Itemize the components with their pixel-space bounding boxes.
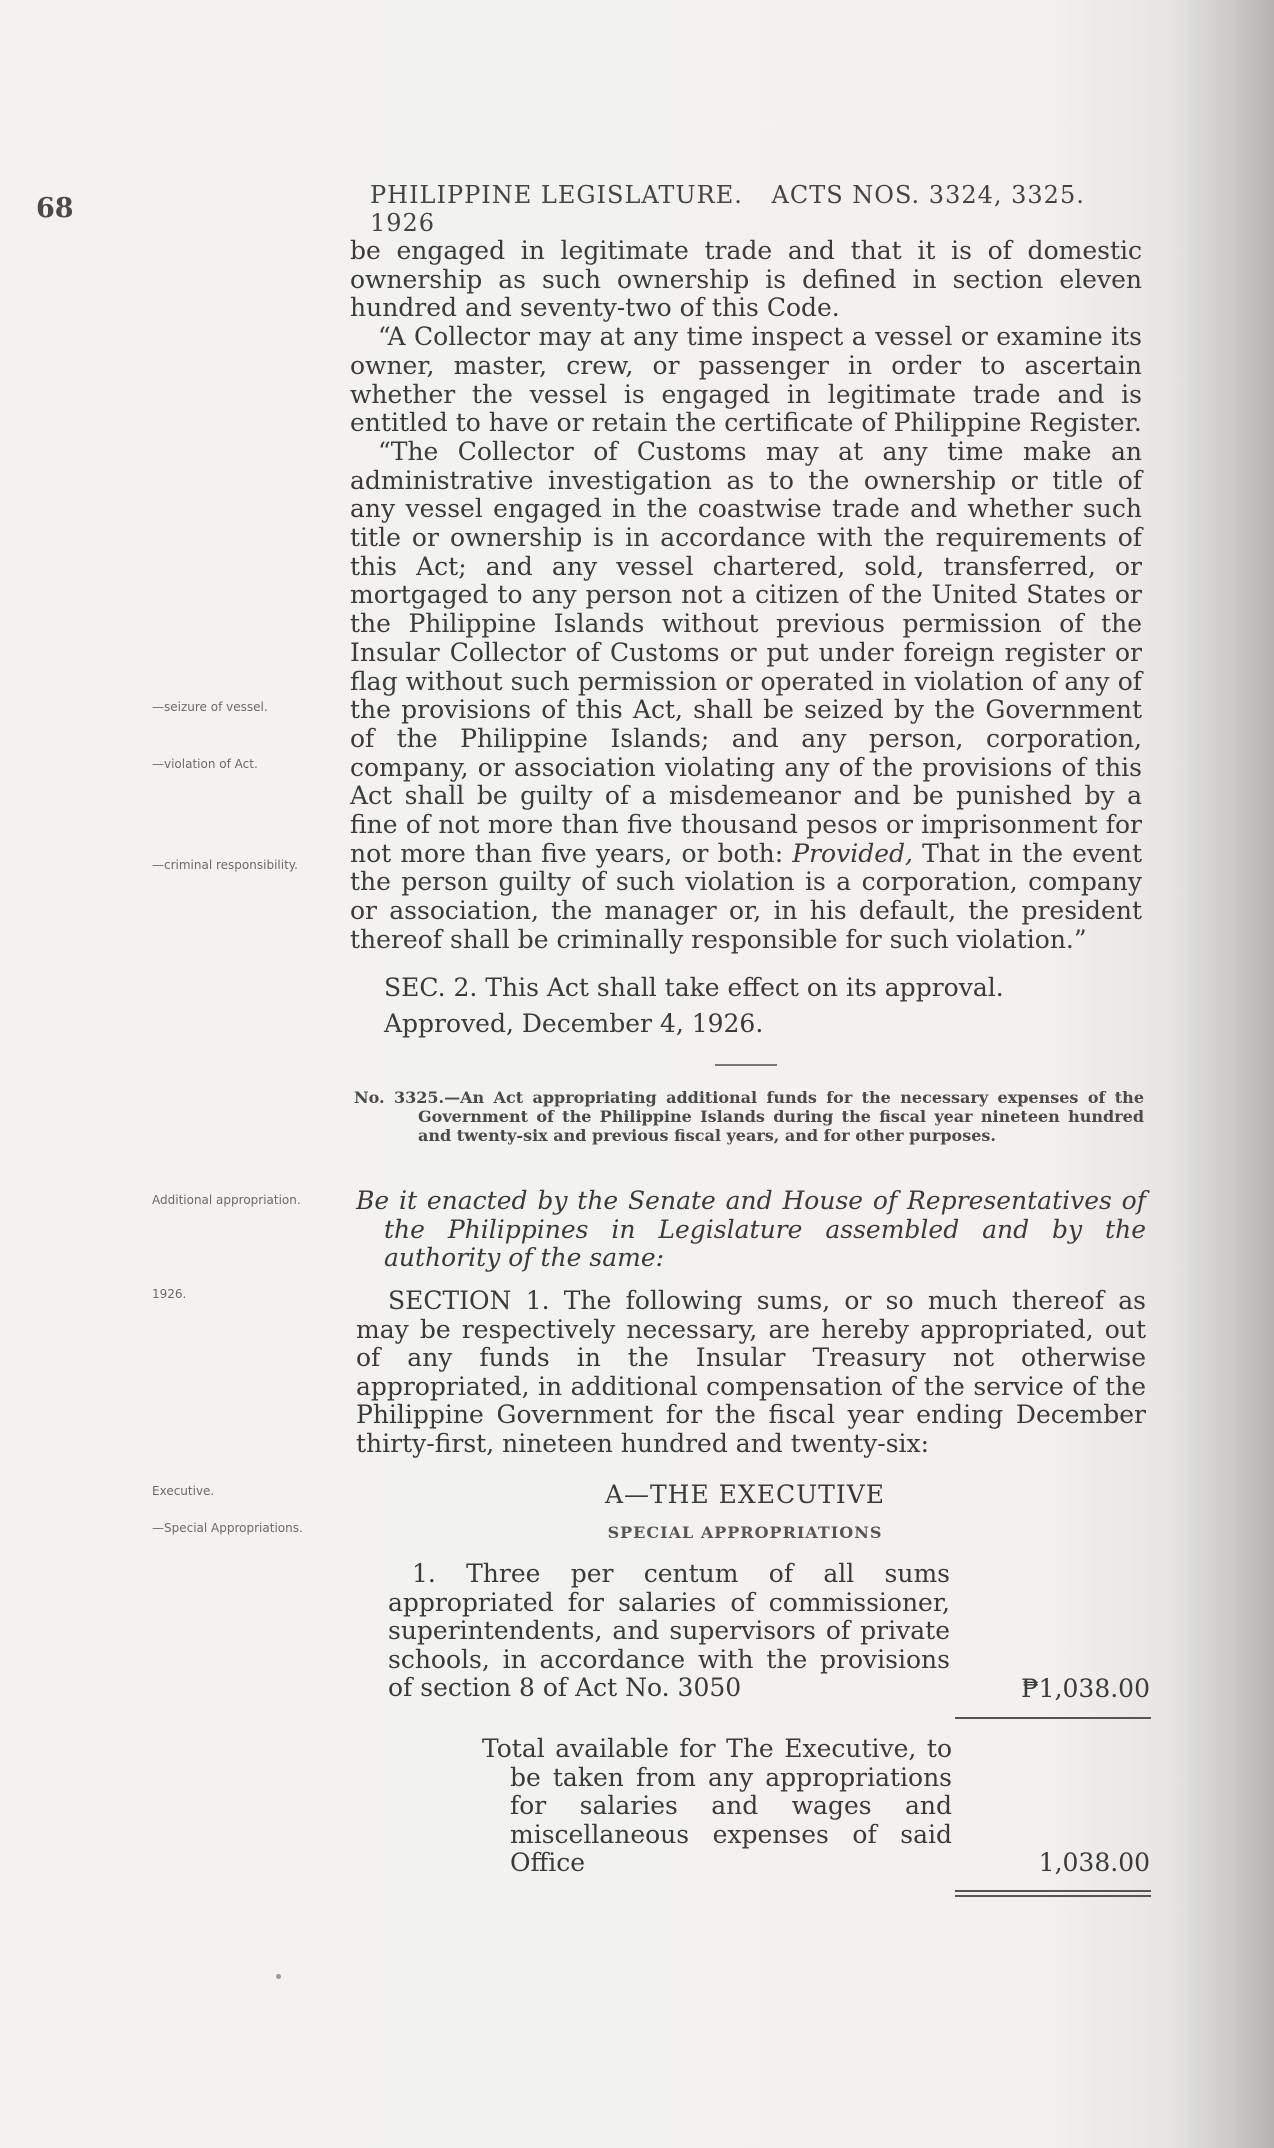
item-1-amount: ₱1,038.00	[1021, 1674, 1150, 1703]
margin-note-seizure: —seizure of vessel.	[152, 700, 268, 714]
page-number: 68	[36, 193, 74, 224]
investigation-text: “The Collector of Customs may at any time make an administrative investigation as to the ownership or title of any vessel engaged in the coastwise trade and whether such title or ownership is in accordance with the requirements of this Act; and any vessel chartered, sold, transferred, or mortgaged to any person not a citizen of the United States or the Philippine Islands without previous permission of the Insular Collector of Customs or put under foreign register or flag without such permission or operated in violation of any of the provisions of this Act, shall be seized by the Government of the Philippine Islands; and any person, corporation, company, or association violating any of the provisions of this Act shall be guilty of a misdemeanor and be punished by a fine of not more than five thousand pesos or imprisonment for not more than five years, or both:	[350, 436, 1142, 868]
enacting-clause: Be it enacted by the Senate and House of Representatives of the Philippines in Legislature assembled and by the authority of the same:	[356, 1186, 1146, 1272]
margin-note-special: —Special Appropriations.	[152, 1521, 303, 1535]
item-1-text: 1. Three per centum of all sums appropriated for salaries of commissioner, superintendents, and supervisors of private schools, in accordance with the provisions of section 8 of Act No. 3050	[388, 1559, 950, 1702]
subtotal-rule	[955, 1717, 1151, 1719]
approval-date: Approved, December 4, 1926.	[384, 1009, 764, 1038]
heading-executive: A—THE EXECUTIVE	[604, 1480, 886, 1509]
section-2: SEC. 2. This Act shall take effect on its approval.	[384, 973, 1004, 1002]
margin-note-executive: Executive.	[152, 1484, 215, 1498]
running-head-year: 1926	[370, 209, 436, 237]
paragraph-collector-inspect: “A Collector may at any time inspect a vessel or examine its owner, master, crew, or passenger in order to ascertain whether the vessel is engaged in legitimate trade and is entitled to have or retain the certificate of Philippine Register.	[350, 322, 1142, 438]
proviso-text: That in the event the person guilty of such violation is a corporation, company or association, the manager or, in his default, the president thereof shall be criminally responsible for such violation.”	[350, 838, 1142, 954]
total-available-text: Total available for The Executive, to be taken from any appropriations for salaries and wages and miscellaneous expenses of said Office	[482, 1734, 952, 1877]
paragraph-domestic-ownership: be engaged in legitimate trade and that it is of domestic ownership as such ownership is defined in section eleven hundred and seventy-two of this Code.	[350, 236, 1142, 323]
margin-note-criminal: —criminal responsibility.	[152, 858, 298, 872]
total-amount: 1,038.00	[1038, 1848, 1150, 1877]
margin-note-year: 1926.	[152, 1287, 187, 1301]
running-head-title: PHILIPPINE LEGISLATURE.	[370, 181, 743, 209]
section-divider	[715, 1064, 777, 1066]
appropriation-item-1	[388, 1560, 950, 1703]
total-rule-bottom	[955, 1895, 1151, 1897]
total-rule-top	[955, 1890, 1151, 1892]
margin-note-additional: Additional appropriation.	[152, 1193, 301, 1207]
running-head	[370, 181, 1130, 237]
heading-special-appropriations: SPECIAL APPROPRIATIONS	[607, 1523, 883, 1542]
section-1: SECTION 1. The following sums, or so much thereof as may be respectively necessary, are hereby appropriated, out of any funds in the Insular Treasury not otherwise appropriated, in additional compensation of the service of the Philippine Government for the fiscal year ending December thirty-first, nineteen hundred and twenty-six:	[356, 1286, 1146, 1458]
act-3325-title: No. 3325.—An Act appropriating additional funds for the necessary expenses of the Government of the Philippine Islands during the fiscal year nineteen hundred and twenty-six and previous fiscal years, and for other purposes.	[354, 1088, 1144, 1145]
proviso-word: Provided,	[792, 838, 913, 868]
page-speck	[276, 1974, 281, 1979]
paragraph-collector-investigation	[350, 438, 1142, 955]
act-3324-continuation	[350, 237, 1142, 955]
margin-note-violation: —violation of Act.	[152, 757, 258, 771]
running-head-acts: ACTS NOS. 3324, 3325.	[771, 181, 1085, 209]
